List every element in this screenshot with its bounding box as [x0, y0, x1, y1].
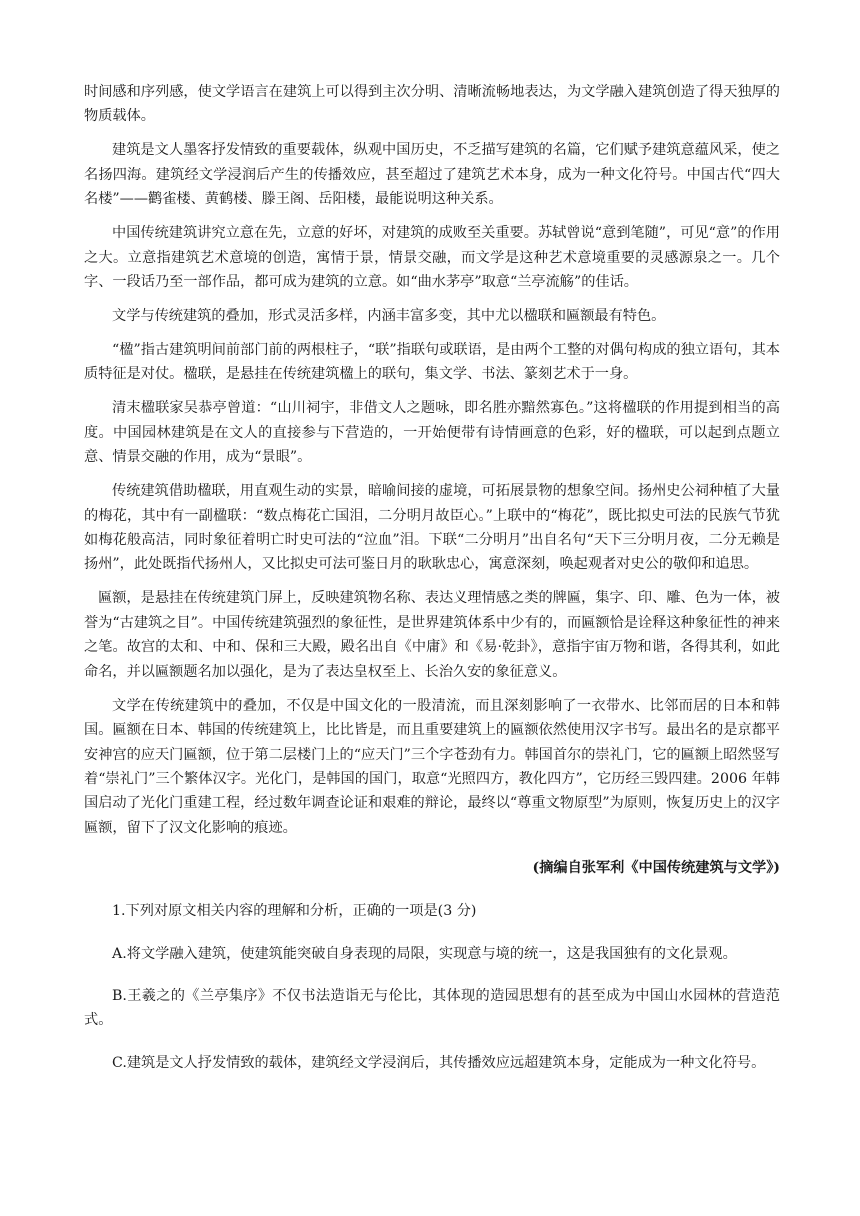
article-paragraph-9: 文学在传统建筑中的叠加，不仅是中国文化的一股清流，而且深刻影响了一衣带水、比邻而居的日本和韩国。匾额在日本、韩国的传统建筑上，比比皆是，而且重要建筑上的匾额依然使用汉字书写。最出名的是京都平安神宫的应天门匾额，位于第二层楼门上的“应天门”三个字苍劲有力。韩国首尔的崇礼门，它的匾额上昭然竖写着“崇礼门”三个繁体汉字。光化门，是韩国的国门，取意“光照四方，教化四方”，它历经三毁四建。2006 年韩国启动了光化门重建工程，经过数年调查论证和艰难的辩论，最终以“尊重文物原型”为原则，恢复历史上的汉字匾额，留下了汉文化影响的痕迹。 — [84, 697, 780, 836]
article-paragraph-3: 中国传统建筑讲究立意在先，立意的好坏，对建筑的成败至关重要。苏轼曾说“意到笔随”，可见“意”的作用之大。立意指建筑艺术意境的创造，寓情于景，情景交融，而文学是这种艺术意境重要的灵感源泉之一。几个字、一段话乃至一部作品，都可成为建筑的立意。如“曲水茅亭”取意“兰亭流觞”的佳话。 — [84, 225, 780, 291]
question-option-c: C.建筑是文人抒发情致的载体，建筑经文学浸润后，其传播效应远超建筑本身，定能成为一种文化符号。 — [112, 1054, 766, 1071]
article-paragraph-8: 匾额，是悬挂在传统建筑门屏上，反映建筑物名称、表达义理情感之类的牌匾，集字、印、雕、色为一体，被誉为“古建筑之目”。中国传统建筑强烈的象征性，是世界建筑体系中少有的，而匾额恰是诠释这种象征性的神来之笔。故宫的太和、中和、保和三大殿，殿名出自《中庸》和《易·乾卦》，意指宇宙万物和谐，各得其利，如此命名，并以匾额题名加以强化，是为了表达皇权至上、长治久安的象征意义。 — [84, 590, 780, 680]
article-paragraph-5: “楹”指古建筑明间前部门前的两根柱子，“联”指联句或联语，是由两个工整的对偶句构成的独立语句，其本质特征是对仗。楹联，是悬挂在传统建筑楹上的联句，集文学、书法、篆刻艺术于一身。 — [84, 342, 780, 383]
article-paragraph-4: 文学与传统建筑的叠加，形式灵活多样，内涵丰富多变，其中尤以楹联和匾额最有特色。 — [112, 308, 666, 325]
question-option-a: A.将文学融入建筑，使建筑能突破自身表现的局限，实现意与境的统一，这是我国独有的文化景观。 — [112, 945, 737, 962]
article-source: (摘编自张军利《中国传统建筑与文学》) — [532, 860, 780, 877]
question-option-b: B.王羲之的《兰亭集序》不仅书法造诣无与伦比，其体现的造园思想有的甚至成为中国山水园林的营造范式。 — [84, 987, 780, 1029]
document-page — [84, 80, 780, 1075]
article-paragraph-7: 传统建筑借助楹联，用直观生动的实景，暗喻间接的虚境，可拓展景物的想象空间。扬州史公祠种植了大量的梅花，其中有一副楹联：“数点梅花亡国泪，二分明月故臣心。”上联中的“梅花”，既比拟史可法的民族气节犹如梅花般高洁，同时象征着明亡时史可法的“泣血”泪。下联“二分明月”出自名句“天下三分明月夜，二分无赖是扬州”，此处既指代扬州人，又比拟史可法可鉴日月的耿耿忠心，寓意深刻，唤起观者对史公的敬仰和追思。 — [84, 483, 780, 573]
article-paragraph-2: 建筑是文人墨客抒发情致的重要载体，纵观中国历史，不乏描写建筑的名篇，它们赋予建筑意蕴风采，使之名扬四海。建筑经文学浸润后产生的传播效应，甚至超过了建筑艺术本身，成为一种文化符号。中国古代“四大名楼”——鹳雀楼、黄鹤楼、滕王阁、岳阳楼，最能说明这种关系。 — [84, 142, 780, 208]
article-paragraph-1: 时间感和序列感，使文学语言在建筑上可以得到主次分明、清晰流畅地表达，为文学融入建筑创造了得天独厚的物质载体。 — [84, 84, 780, 125]
question-stem: 1.下列对原文相关内容的理解和分析，正确的一项是(3 分) — [112, 903, 477, 920]
article-paragraph-6: 清末楹联家吴恭亭曾道：“山川祠宇，非借文人之题咏，即名胜亦黯然寡色。”这将楹联的作用提到相当的高度。中国园林建筑是在文人的直接参与下营造的，一开始便带有诗情画意的色彩，好的楹联，可以起到点题立意、情景交融的作用，成为“景眼”。 — [84, 400, 780, 466]
